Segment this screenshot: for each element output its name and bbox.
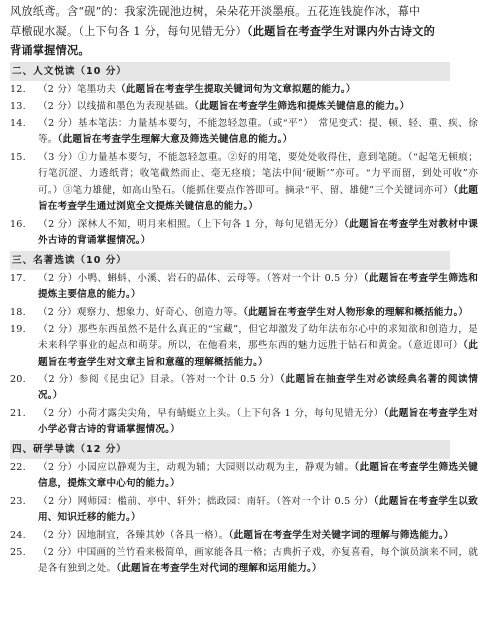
answer-item-20: 20. （2 分）参阅《昆虫记》目录。（答对一个计 0.5 分）（此题旨在抽查学生对必读经典名著的阅读情况。） <box>10 374 478 402</box>
answer-item-18: 18. （2 分）观察力、想象力、好奇心、创造力等。（此题旨在考查学生对人物形象的理解和概括能力。） <box>10 307 469 318</box>
answer-item-19: 19. （2 分）那些东西虽然不是什么真正的“宝藏”，但它却激发了幼年法布尔心中的求知欲和创造力，是未来科学事业的起点和萌芽。所以，在他看来，那些东西的魅力远胜于钻石和黄金。（意近即可）（此题旨在考查学生对文章主旨和意蕴的理解概括能力。） <box>10 324 478 368</box>
answer-item-16: 16. （2 分）深林人不知，明月来相照。（上下句各 1 分，每句见错无分）（此题旨在考查学生对教材中课外古诗的背诵掌握情况。） <box>10 219 478 247</box>
answer-item-21: 21. （2 分）小荷才露尖尖角，早有蜻蜓立上头。（上下句各 1 分，每句见错无分）（此题旨在考查学生对小学必背古诗的背诵掌握情况。） <box>10 408 478 436</box>
intro-paragraph <box>10 2 450 61</box>
answer-item-13: 13. （2 分）以线描和墨色为表现基础。（此题旨在考查学生筛选和提炼关键信息的能力。） <box>10 101 410 112</box>
answer-item-14: 14. （2 分）基本笔法：力量基本要匀，不能忽轻忽重。（或“平”） 常见变式：提、顿、轻、重、疾、徐等。（此题旨在考查学生理解大意及筛选关键信息的能力。） <box>10 118 478 146</box>
answer-item-25: 25. （2 分）中国画的兰竹看来极简单，画家能各具一格；古典折子戏，亦复喜看，每个演员演来不同，就是各有独到之处。（此题旨在考查学生对代词的理解和运用能力。） <box>10 547 478 575</box>
answer-item-22: 22. （2 分）小园应以静观为主，动观为辅；大园则以动观为主，静观为辅。（此题旨在考查学生筛选关键信息，提炼文章中心句的能力。） <box>10 462 478 490</box>
intro-line: 背诵掌握情况。 <box>10 43 90 57</box>
answer-item-15: 15. （3 分）①力量基本要匀，不能忽轻忽重。②好的用笔，要处处收得住，意到笔随。（“起笔无顿痕；行笔沉涩、力透纸背；收笔截然而止、毫无痉痕；笔法中间‘硬断’”亦可。“力平而留，到处可收”亦可。）③笔力雄健，如高山坠石。（能抓住要点作答即可。摘录“平、留、雄健”三个关键词亦可）（此题旨在考查学生通过浏览全文提炼关键信息的能力。） <box>10 152 478 213</box>
answer-item-24: 24. （2 分）因地制宜，各臻其妙（各具一格）。（此题旨在考查学生对关键字词的理解与筛选能力。） <box>10 530 454 541</box>
answer-item-12: 12. （2 分）笔墨功夫（此题旨在考查学生提取关键词句为文章拟题的能力。） <box>10 84 356 95</box>
answer-item-23: 23. （2 分）网师园：槛前、亭中、轩外；拙政园：南轩。（答对一个计 0.5 分）（此题旨在考查学生以致用、知识迁移的能力。） <box>10 496 478 524</box>
section-header-reading: 二、人文悦读（10 分） <box>10 62 450 81</box>
intro-line: 风放纸鸢。含“砚”的：我家洗砚池边树，朵朵花开淡墨痕。五花连钱旋作冰，幕中 <box>10 5 421 18</box>
section-header-study-guide: 四、研学导读（12 分） <box>10 440 450 459</box>
answer-item-17: 17. （2 分）小鸭、蝌蚪、小溪、岩石的晶体、云母等。（答对一个计 0.5 分）（此题旨在考查学生筛选和提炼主要信息的能力。） <box>10 273 478 301</box>
section-header-classics: 三、名著选读（10 分） <box>10 251 450 270</box>
intro-line: 草檄砚水凝。（上下句各 1 分，每句见错无分）（此题旨在考查学生对课内外古诗文的 <box>10 23 435 38</box>
